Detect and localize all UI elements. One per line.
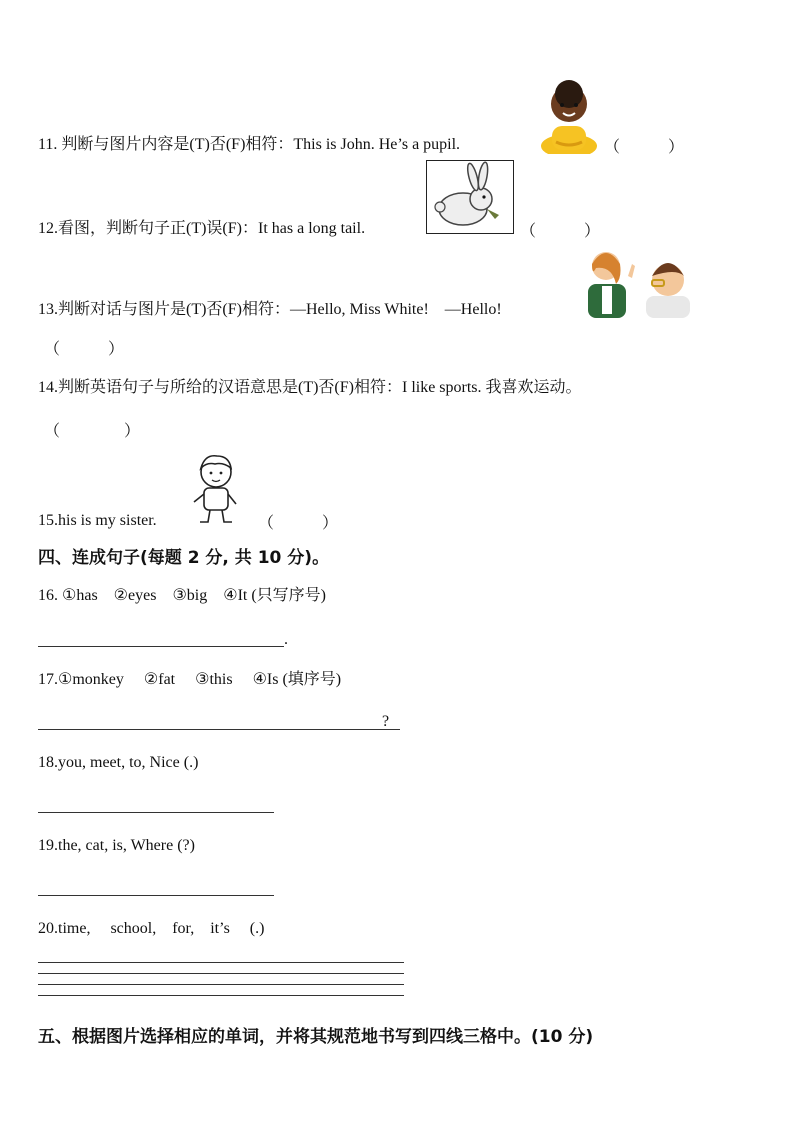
question-18: 18.you, meet, to, Nice (.): [38, 754, 199, 771]
answer-line-16[interactable]: [38, 646, 284, 647]
answer-line-18[interactable]: [38, 812, 274, 813]
four-line-grid-line-4: [38, 995, 404, 996]
question-17: 17.①monkey ②fat ③this ④Is (填序号): [38, 671, 342, 688]
answer-line-19[interactable]: [38, 895, 274, 896]
rabbit-icon: [426, 160, 514, 234]
boy-cartoon-icon: [188, 452, 246, 528]
question-20: 20.time, school, for, it’s (.): [38, 920, 265, 937]
line-end-16: .: [284, 631, 288, 648]
four-line-grid-line-3: [38, 984, 404, 985]
question-13: 13.判断对话与图片是(T)否(F)相符：—Hello, Miss White! —Hello!: [38, 301, 502, 318]
question-19: 19.the, cat, is, Where (?): [38, 837, 195, 854]
section-4-heading: 四、连成句子(每题 2 分, 共 10 分)。: [38, 548, 330, 568]
question-15: 15.his is my sister.: [38, 512, 157, 529]
question-12: 12.看图，判断句子正(T)误(F)：It has a long tail.: [38, 220, 366, 237]
boy-in-yellow-icon: [538, 80, 600, 154]
line-end-17: ?: [382, 713, 390, 730]
answer-paren-13[interactable]: （ ）: [44, 341, 125, 358]
answer-paren-14[interactable]: （ ）: [44, 423, 141, 440]
question-14: 14.判断英语句子与所给的汉语意思是(T)否(F)相符：I like sports. 我喜欢运动。: [38, 379, 582, 396]
question-16: 16. ①has ②eyes ③big ④It (只写序号): [38, 587, 327, 604]
answer-line-17[interactable]: [38, 729, 400, 730]
four-line-grid-line-2: [38, 973, 404, 974]
four-line-grid-line-1[interactable]: [38, 962, 404, 963]
question-11: 11. 判断与图片内容是(T)否(F)相符：This is John. He’s a pupil.: [38, 136, 461, 153]
answer-paren-11[interactable]: （ ）: [604, 139, 685, 156]
answer-paren-12[interactable]: （ ）: [520, 223, 601, 240]
answer-paren-15[interactable]: （ ）: [258, 515, 339, 532]
section-5-heading: 五、根据图片选择相应的单词，并将其规范地书写到四线三格中。(10 分): [38, 1027, 594, 1047]
teacher-and-boy-icon: [584, 246, 696, 318]
